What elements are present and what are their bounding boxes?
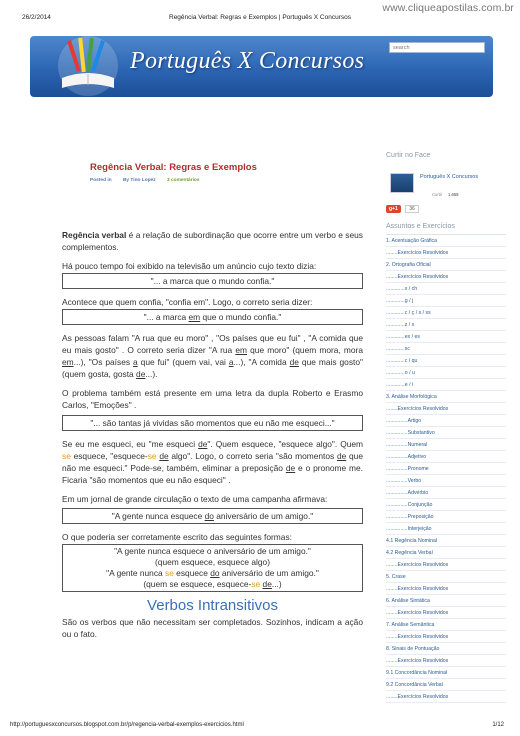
facebook-like-count: 1.659 — [448, 192, 459, 197]
paragraph: O problema também está presente em uma letra da dupla Roberto e Erasmo Carlos, "Emoções" . — [62, 388, 363, 410]
facebook-page-name[interactable]: Português X Concursos — [420, 174, 479, 180]
term-regencia-verbal: Regência verbal — [62, 230, 127, 240]
paragraph: O que poderia ser corretamente escrito das seguintes formas: — [62, 532, 292, 542]
books-pencils-icon — [52, 36, 124, 97]
sidebar-topic-link[interactable]: .............c / qu — [386, 355, 506, 367]
sidebar-topic-link[interactable]: .............z / s — [386, 319, 506, 331]
facebook-page-thumbnail[interactable] — [390, 173, 414, 193]
paragraph: Regência verbal é a relação de subordinação que ocorre entre um verbo e seus complementos. — [62, 230, 363, 252]
sidebar-topic-link[interactable]: 6. Análise Sintática — [386, 595, 506, 607]
sidebar-topic-link[interactable]: ...............Interjeição — [386, 523, 506, 535]
sidebar-topic-link[interactable]: 5. Crase — [386, 571, 506, 583]
sidebar-topic-link[interactable]: .............ex / es — [386, 331, 506, 343]
sidebar-topic-link[interactable]: .............c / ç / s / ss — [386, 307, 506, 319]
post-title[interactable]: Regência Verbal: Regras e Exemplos — [90, 162, 257, 173]
search-input[interactable] — [389, 42, 485, 53]
facebook-heading: Curtir no Face — [386, 152, 431, 159]
sidebar-topic-link[interactable]: ...............Preposição — [386, 511, 506, 523]
sidebar-topic-link[interactable]: 9.1 Concordância Nominal — [386, 667, 506, 679]
facebook-widget — [386, 158, 506, 198]
sidebar-topic-link[interactable]: ........Exercícios Resolvidos — [386, 559, 506, 571]
sidebar-topic-link[interactable]: 4.2 Regência Verbal — [386, 547, 506, 559]
quote-box: "A gente nunca esquece do aniversário de um amigo." — [62, 508, 363, 524]
topics-list — [386, 234, 506, 703]
print-page-number: 1/12 — [492, 722, 504, 728]
section-title: Verbos Intransitivos — [147, 597, 278, 614]
print-page-title: Regência Verbal: Regras e Exemplos | Português X Concursos — [169, 14, 351, 21]
quote-box-multiline: "A gente nunca esquece o aniversário de um amigo." (quem esquece, esquece algo) "A gente nunca se esquece do aniversário de um amigo." (quem se esquece, esquece-se de...) — [62, 544, 363, 592]
paragraph: Em um jornal de grande circulação o texto de uma campanha afirmava: — [62, 494, 328, 504]
quote-box: "... a marca que o mundo confia." — [62, 273, 363, 289]
posted-in-label: Posted in — [90, 178, 112, 183]
sidebar-topic-link[interactable]: ........Exercícios Resolvidos — [386, 691, 506, 703]
paragraph: Se eu me esqueci, eu "me esqueci de". Quem esquece, "esquece algo". Quem se esquece, "esquece-se de algo". Logo, o correto seria "são momentos de que não me esqueci." Pode-se, também, eliminar a preposição de e o pronome me. Ficaria "são momentos que eu não esqueci" . — [62, 439, 364, 485]
sidebar-topic-link[interactable]: .............o / u — [386, 367, 506, 379]
sidebar-topic-link[interactable]: ........Exercícios Resolvidos — [386, 631, 506, 643]
gplus-count: 36 — [405, 205, 419, 213]
comments-link[interactable]: 3 comentários — [166, 178, 200, 183]
paragraph: As pessoas falam "A rua que eu moro" , "Os países que eu fui" , "A comida que eu mais gosto" . O correto seria dizer "A rua em que moro" (quem mora, mora em...), "Os países a que fui" (quem vai, vai a...), "A comida de que mais gosto" (quem gosta, gosta de...). — [62, 333, 363, 379]
sidebar-topic-link[interactable]: ...............Verbo — [386, 475, 506, 487]
sidebar-topic-link[interactable]: 3. Análise Morfológica — [386, 391, 506, 403]
watermark: www.cliqueapostilas.com.br — [382, 2, 514, 14]
sidebar-topic-link[interactable]: ...............Adjetivo — [386, 451, 506, 463]
site-title[interactable]: Português X Concursos — [130, 48, 365, 74]
facebook-like-button[interactable]: Curtir — [432, 192, 443, 197]
sidebar-topic-link[interactable]: .............x / ch — [386, 283, 506, 295]
paragraph: Há pouco tempo foi exibido na televisão um anúncio cujo texto dizia: — [62, 261, 317, 271]
sidebar-topic-link[interactable]: 9.2 Concordância Verbal — [386, 679, 506, 691]
quote-box: "... a marca em que o mundo confia." — [62, 309, 363, 325]
sidebar-topic-link[interactable]: 4.1 Regência Nominal — [386, 535, 506, 547]
sidebar-topic-link[interactable]: ........Exercícios Resolvidos — [386, 583, 506, 595]
site-banner — [30, 36, 493, 97]
sidebar-topic-link[interactable]: ...............Pronome — [386, 463, 506, 475]
sidebar-topic-link[interactable]: 1. Acentuação Gráfica — [386, 235, 506, 247]
article-body — [62, 229, 363, 647]
gplus-button[interactable]: g+1 — [386, 205, 401, 213]
sidebar-topic-link[interactable]: ........Exercícios Resolvidos — [386, 607, 506, 619]
print-footer — [10, 722, 510, 728]
quote-box: "... são tantas já vividas são momentos que eu não me esqueci..." — [62, 415, 363, 431]
sidebar-topic-link[interactable]: ........Exercícios Resolvidos — [386, 271, 506, 283]
sidebar-topic-link[interactable]: ...............Conjunção — [386, 499, 506, 511]
sidebar-topic-link[interactable]: 7. Análise Semântica — [386, 619, 506, 631]
sidebar-topic-link[interactable]: ...............Artigo — [386, 415, 506, 427]
sidebar-topic-link[interactable]: ........Exercícios Resolvidos — [386, 247, 506, 259]
sidebar-topic-link[interactable]: .............g / j — [386, 295, 506, 307]
gplus-widget — [386, 205, 506, 213]
sidebar-topic-link[interactable]: ...............Advérbio — [386, 487, 506, 499]
sidebar-topic-link[interactable]: .............sc — [386, 343, 506, 355]
print-date: 26/2/2014 — [22, 14, 51, 21]
author-link[interactable]: By Tino Lopez — [122, 178, 156, 183]
sidebar-topic-link[interactable]: ...............Numeral — [386, 439, 506, 451]
post-meta — [90, 178, 210, 183]
sidebar-topic-link[interactable]: ........Exercícios Resolvidos — [386, 403, 506, 415]
sidebar-topic-link[interactable]: 8. Sinais de Pontuação — [386, 643, 506, 655]
sidebar — [386, 152, 506, 703]
paragraph: São os verbos que não necessitam ser completados. Sozinhos, indicam a ação ou o fato. — [62, 617, 363, 639]
print-url: http://portuguesxconcursos.blogspot.com.br/p/regencia-verbal-exemplos-exercicios.html — [10, 722, 244, 728]
topics-heading: Assuntos e Exercícios — [386, 223, 455, 230]
sidebar-topic-link[interactable]: 2. Ortografia Oficial — [386, 259, 506, 271]
sidebar-topic-link[interactable]: .............e / i — [386, 379, 506, 391]
sidebar-topic-link[interactable]: ........Exercícios Resolvidos — [386, 655, 506, 667]
paragraph: Acontece que quem confia, "confia em". Logo, o correto seria dizer: — [62, 297, 313, 307]
sidebar-topic-link[interactable]: ...............Substantivo — [386, 427, 506, 439]
